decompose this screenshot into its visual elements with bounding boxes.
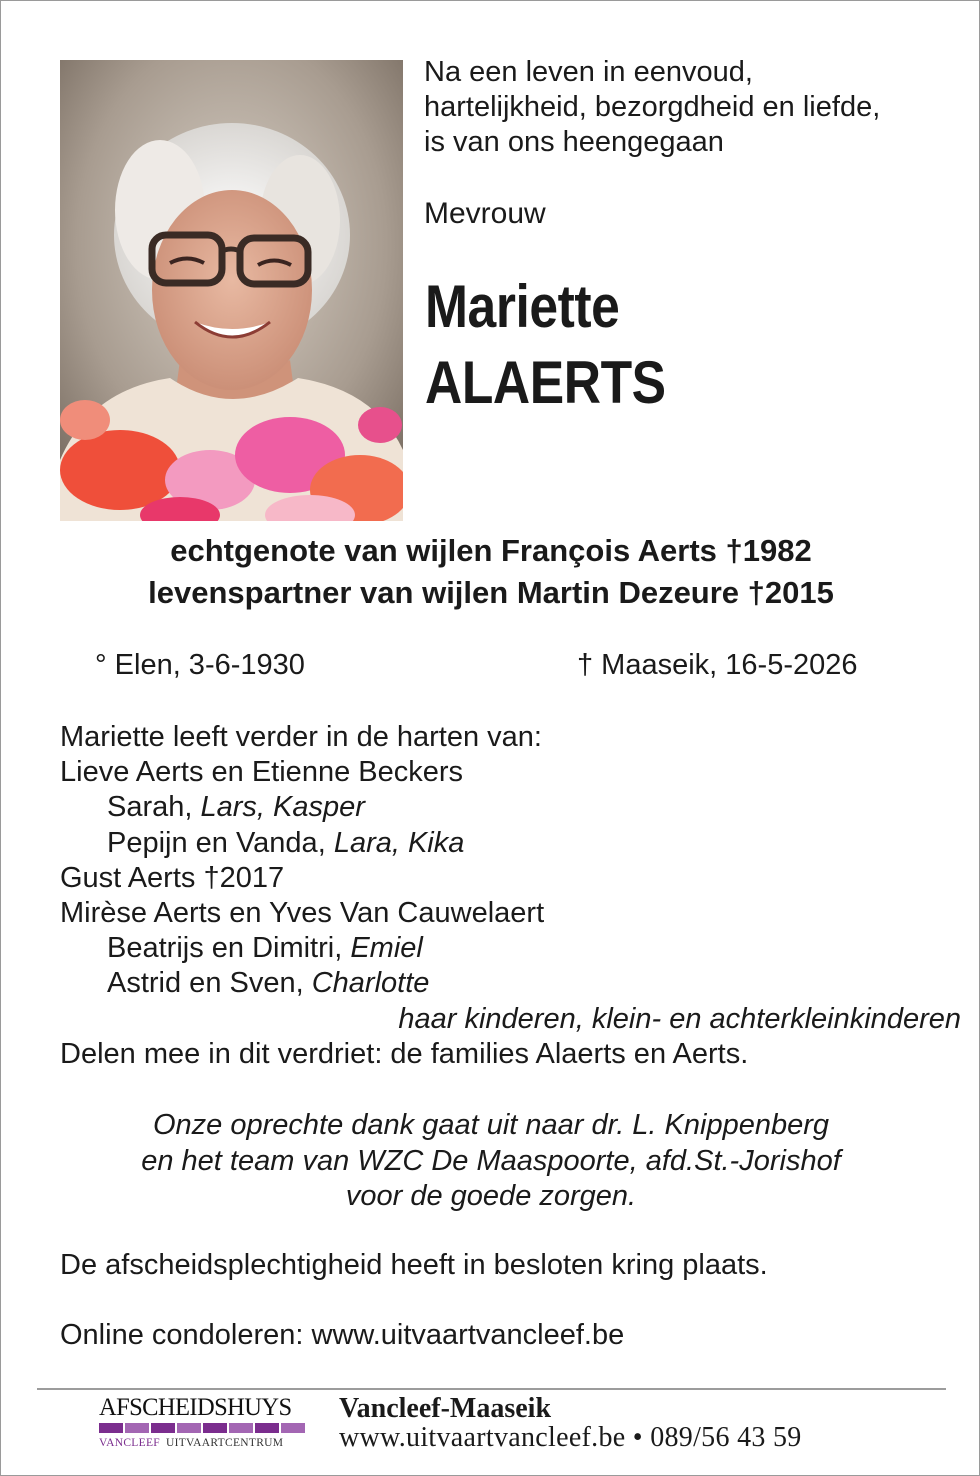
thanks-text [1,1108,980,1215]
family-parents: Beatrijs en Dimitri, [107,932,351,965]
family-line: Gust Aerts †2017 [60,861,285,894]
intro-text [424,55,944,160]
deceased-name [425,269,666,421]
family-children: Emiel [350,932,423,965]
family-children: Lara, Kika [333,826,465,859]
logo-title: AFSCHEIDSHUYS [99,1394,292,1421]
thanks-line: en het team van WZC De Maaspoorte, afd.St.-Jorishof [141,1144,841,1177]
family-line [60,790,940,825]
intro-line: hartelijkheid, bezorgdheid en liefde, [424,91,881,123]
portrait-photo [60,60,403,521]
logo-subtitle-text: UITVAARTCENTRUM [165,1437,284,1449]
family-parents: Sarah, [107,791,201,824]
thanks-line: voor de goede zorgen. [345,1180,637,1212]
family-parents: Pepijn en Vanda, [107,826,334,859]
family-line: Mirèse Aerts en Yves Van Cauwelaert [60,897,545,930]
family-intro: Mariette leeft verder in de harten van: [60,721,542,753]
death-info: † Maaseik, 16-5-2026 [577,649,858,681]
salutation: Mevrouw [424,197,546,230]
intro-line: is van ons heengegaan [424,126,724,158]
logo-brand: VANCLEEF [99,1437,160,1449]
family-descendants: haar kinderen, klein- en achterkleinkinderen [398,1002,961,1035]
family-line [60,826,940,861]
first-name: Mariette [425,273,620,340]
family-line: Lieve Aerts en Etienne Beckers [60,756,464,789]
relation-line: levenspartner van wijlen Martin Dezeure †2015 [148,575,834,610]
logo-subtitle [99,1437,307,1449]
logo-bars [99,1423,307,1433]
funeral-home-contact: www.uitvaartvancleef.be • 089/56 43 59 [339,1422,802,1453]
family-line [60,931,940,966]
thanks-line: Onze oprechte dank gaat uit naar dr. L. Knippenberg [152,1109,830,1141]
funeral-home-name: Vancleef-Maaseik [339,1393,552,1424]
condolence-link: Online condoleren: www.uitvaartvancleef.be [60,1319,625,1351]
relation-line: echtgenote van wijlen François Aerts †1982 [170,533,812,568]
last-name: ALAERTS [425,349,666,416]
ceremony-notice: De afscheidsplechtigheid heeft in besloten kring plaats. [60,1249,768,1281]
funeral-home-logo [99,1395,307,1457]
family-line [60,966,940,1001]
family-parents: Astrid en Sven, [107,967,312,1000]
footer-divider [37,1388,946,1390]
family-children: Lars, Kasper [200,791,365,824]
birth-info: ° Elen, 3-6-1930 [95,649,305,681]
family-list [60,720,961,1072]
relations [1,530,980,614]
family-share-line: Delen mee in dit verdriet: de families Alaerts en Aerts. [60,1037,749,1070]
family-children: Charlotte [311,967,430,1000]
intro-line: Na een leven in eenvoud, [424,56,753,88]
